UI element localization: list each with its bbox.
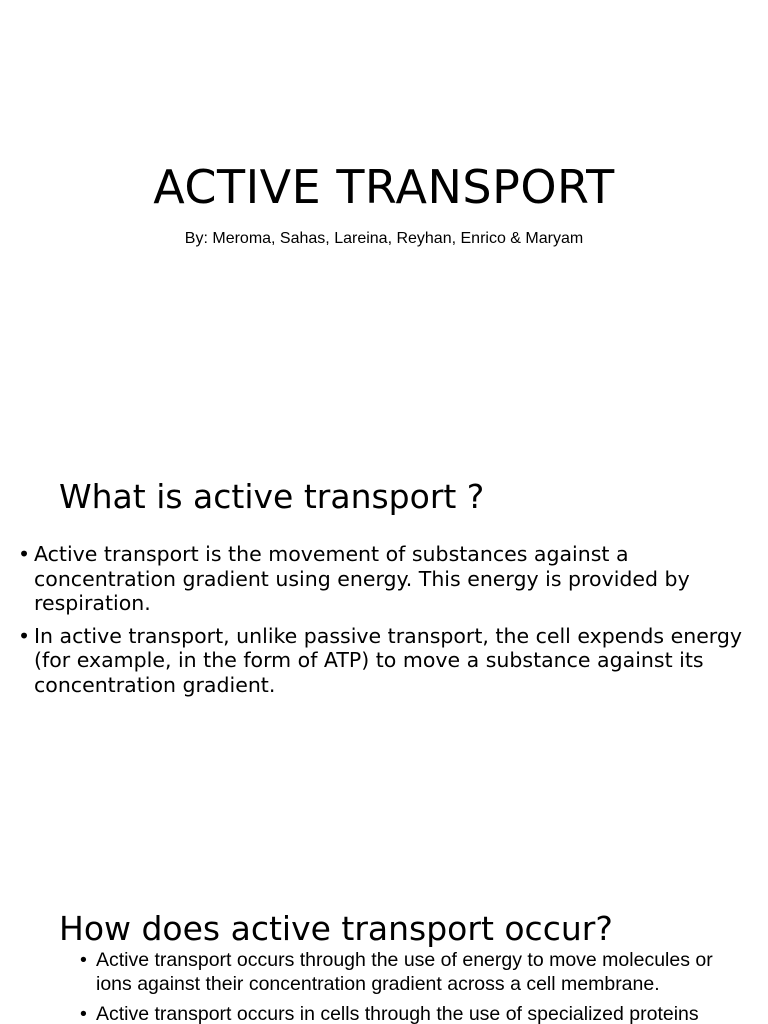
bullet-list <box>18 542 748 705</box>
bullet-icon: • <box>18 542 31 566</box>
title-slide <box>0 0 768 432</box>
bullet-icon: • <box>80 1003 87 1024</box>
definition-slide <box>0 432 768 864</box>
bullet-icon: • <box>18 623 31 648</box>
bullet-item <box>80 1002 740 1024</box>
slide-subtitle: By: Meroma, Sahas, Lareina, Reyhan, Enrico & Maryam <box>184 230 584 247</box>
bullet-icon: • <box>80 949 87 971</box>
bullet-item <box>80 948 740 996</box>
bullet-item <box>18 542 748 616</box>
mechanism-slide <box>0 864 768 1024</box>
bullet-text: Active transport occurs through the use of energy to move molecules or ions against their concentration gradient across a cell membrane. <box>96 949 713 995</box>
bullet-text: In active transport, unlike passive transport, the cell expends energy (for example, in the form of ATP) to move a substance against its concentration gradient. <box>34 623 743 697</box>
bullet-text: Active transport is the movement of substances against a concentration gradient using energy. This energy is provided by respiration. <box>34 542 690 615</box>
bullet-list <box>80 948 740 1024</box>
slide-heading: How does active transport occur? <box>59 909 613 948</box>
slide-heading: What is active transport ? <box>59 477 485 516</box>
bullet-item <box>18 624 748 698</box>
slide-title: ACTIVE TRANSPORT <box>153 160 615 214</box>
bullet-text: Active transport occurs in cells through the use of specialized proteins <box>96 1003 699 1024</box>
